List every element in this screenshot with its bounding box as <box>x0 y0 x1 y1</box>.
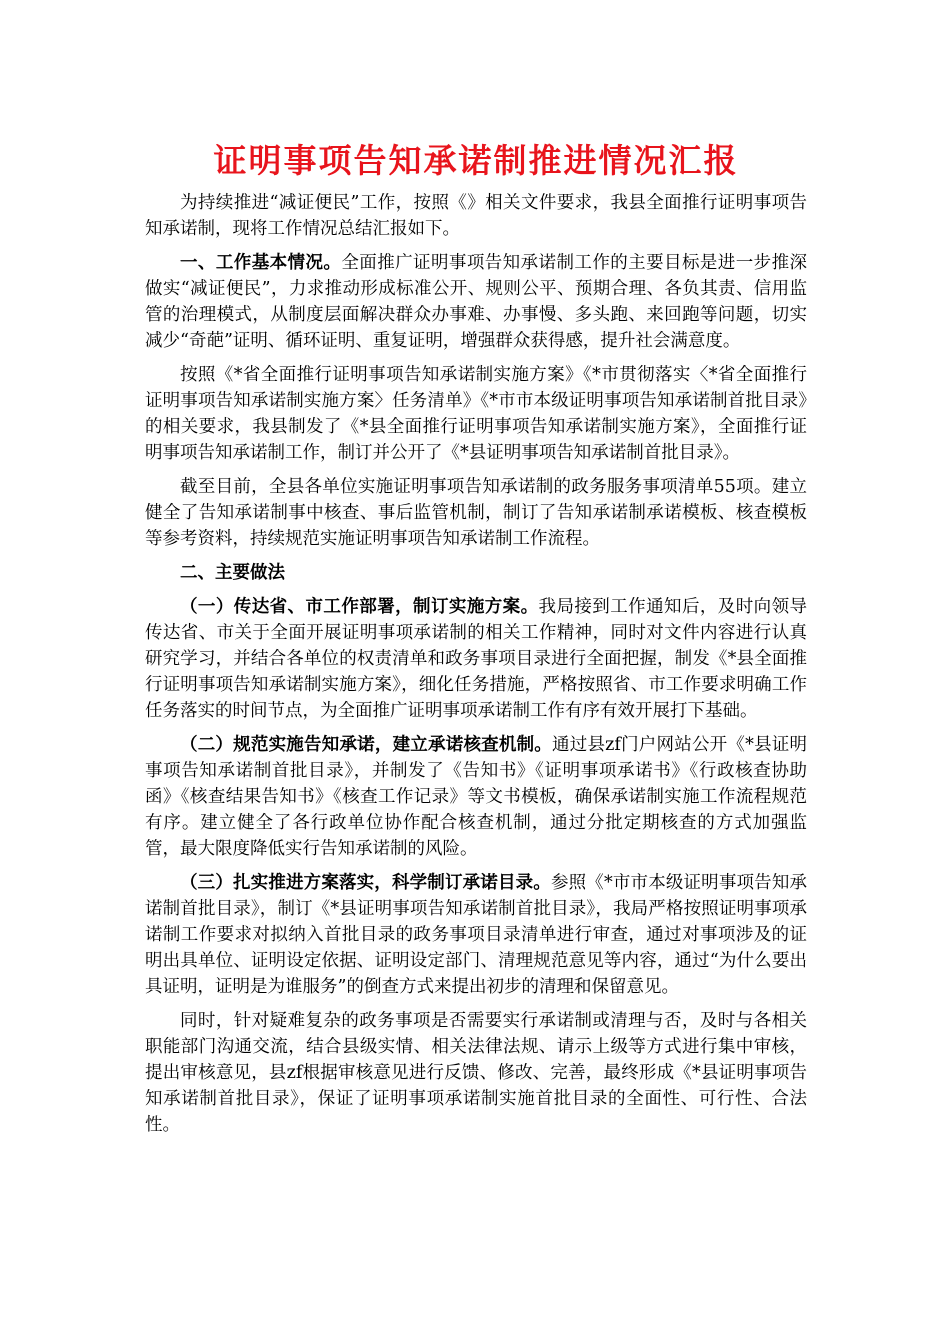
section-1-paragraph-2: 按照《*省全面推行证明事项告知承诺制实施方案》《*市贯彻落实〈*省全面推行证明事项告知承诺制实施方案〉任务清单》《*市市本级证明事项告知承诺制首批目录》的相关要求，我县制发了《*县全面推行证明事项告知承诺制实施方案》，全面推行证明事项告知承诺制工作，制订并公开了《*县证明事项告知承诺制首批目录》。 <box>145 365 807 463</box>
subsection-2-paragraph <box>145 732 807 862</box>
intro-paragraph: 为持续推进“减证便民”工作，按照《》相关文件要求，我县全面推行证明事项告知承诺制，现将工作情况总结汇报如下。 <box>145 193 807 239</box>
subsection-2-heading: （二）规范实施告知承诺，建立承诺核查机制。 <box>180 735 553 755</box>
subsection-3-heading: （三）扎实推进方案落实，科学制订承诺目录。 <box>180 873 551 893</box>
closing-paragraph: 同时，针对疑难复杂的政务事项是否需要实行承诺制或清理与否，及时与各相关职能部门沟通交流，结合县级实情、相关法律法规、请示上级等方式进行集中审核，提出审核意见，县zf根据审核意见进行反馈、修改、完善，最终形成《*县证明事项告知承诺制首批目录》，保证了证明事项承诺制实施首批目录的全面性、可行性、合法性。 <box>145 1011 807 1135</box>
subsection-1-heading: （一）传达省、市工作部署，制订实施方案。 <box>180 597 539 617</box>
subsection-3-body: 参照《*市市本级证明事项告知承诺制首批目录》，制订《*县证明事项告知承诺制首批目录》，我局严格按照证明事项承诺制工作要求对拟纳入首批目录的政务事项目录清单进行审查，通过对事项涉及的证明出具单位、证明设定依据、证明设定部门、清理规范意见等内容，通过“为什么要出具证明，证明是为谁服务”的倒查方式来提出初步的清理和保留意见。 <box>145 873 808 997</box>
section-1-paragraph <box>145 250 807 354</box>
section-1-paragraph-3: 截至目前，全县各单位实施证明事项告知承诺制的政务服务事项清单55项。建立健全了告知承诺制事中核查、事后监管机制，制订了告知承诺制承诺模板、核查模板等参考资料，持续规范实施证明事项告知承诺制工作流程。 <box>145 477 807 549</box>
section-1-body: 全面推广证明事项告知承诺制工作的主要目标是进一步推深做实“减证便民”，力求推动形成标准公开、规则公平、预期合理、各负其责、信用监管的治理模式，从制度层面解决群众办事难、办事慢、多头跑、来回跑等问题，切实减少“奇葩”证明、循环证明、重复证明，增强群众获得感，提升社会满意度。 <box>145 253 808 351</box>
document-title: 证明事项告知承诺制推进情况汇报 <box>213 141 739 180</box>
section-1-heading: 一、工作基本情况。 <box>180 253 342 273</box>
section-2-heading: 二、主要做法 <box>180 563 285 583</box>
subsection-3-paragraph <box>145 870 807 1000</box>
subsection-1-paragraph <box>145 594 807 724</box>
subsection-2-body: 通过县zf门户网站公开《*县证明事项告知承诺制首批目录》，并制发了《告知书》《证明事项承诺书》《行政核查协助函》《核查结果告知书》《核查工作记录》等文书模板，确保承诺制实施工作流程规范有序。建立健全了各行政单位协作配合核查机制，通过分批定期核查的方式加强监管，最大限度降低实行告知承诺制的风险。 <box>145 735 807 859</box>
subsection-1-body: 我局接到工作通知后，及时向领导传达省、市关于全面开展证明事项承诺制的相关工作精神，同时对文件内容进行认真研究学习，并结合各单位的权责清单和政务事项目录进行全面把握，制发《*县全面推行证明事项告知承诺制实施方案》，细化任务措施，严格按照省、市工作要求明确工作任务落实的时间节点，为全面推广证明事项承诺制工作有序有效开展打下基础。 <box>145 597 808 721</box>
document-page <box>145 138 807 1146</box>
